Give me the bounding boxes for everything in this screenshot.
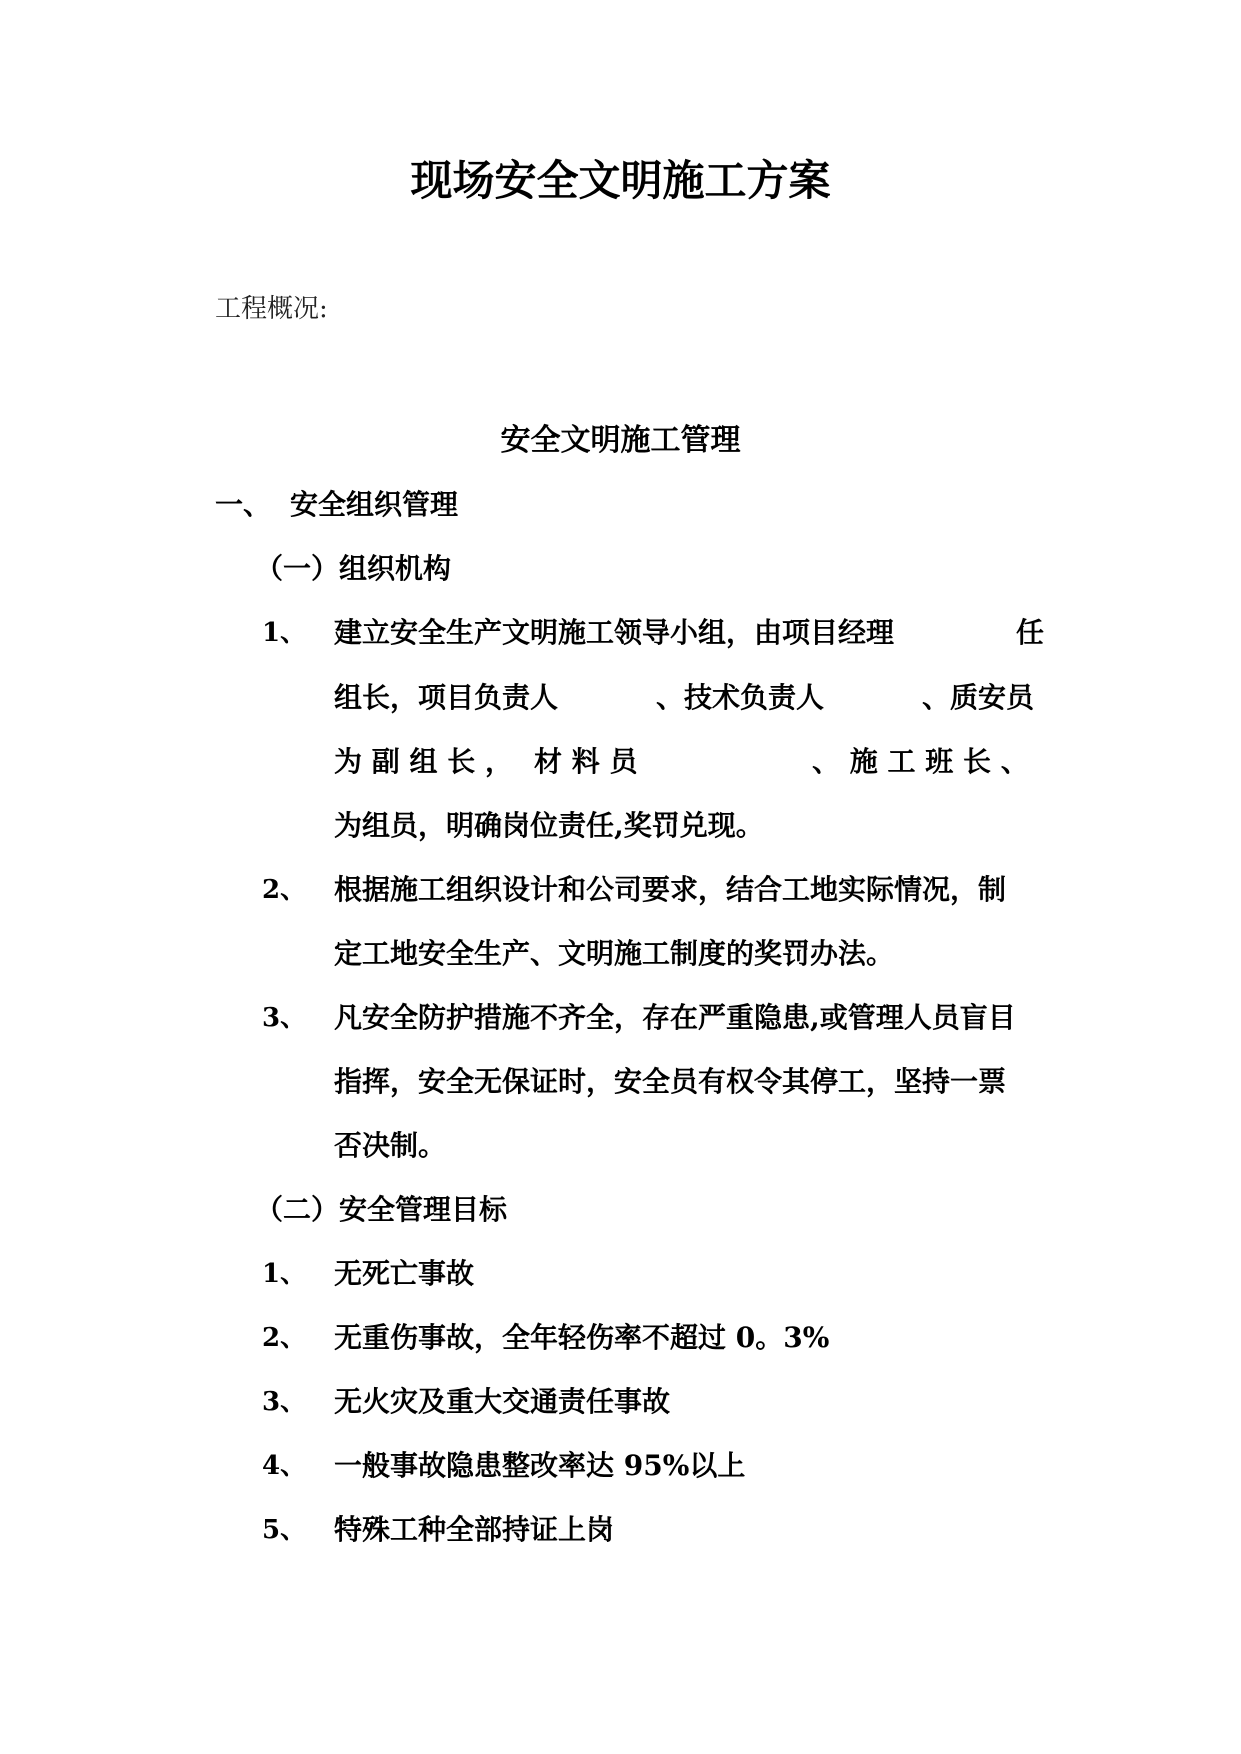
goal-number: 1、	[262, 1259, 307, 1289]
subsection-heading-safety-goals: （二）安全管理目标	[255, 1193, 508, 1226]
item-text-fragment: 为 副 组 长 ，	[334, 745, 513, 778]
goal-text: 特殊工种全部持证上岗	[334, 1513, 615, 1546]
item-text-fragment: 组长，项目负责人	[334, 681, 559, 714]
item-text-line: 否决制。	[334, 1129, 447, 1162]
goal-text: 无死亡事故	[334, 1257, 475, 1290]
item-text-line: 建立安全生产文明施工领导小组，由项目经理	[334, 616, 895, 649]
item-number: 3、	[262, 1003, 307, 1033]
item-text-fragment: 、质安员	[922, 681, 1035, 714]
goal-number: 3、	[262, 1387, 307, 1417]
item-text-fragment: 材 料 员	[534, 745, 638, 778]
item-number: 1、	[262, 618, 307, 648]
goal-text: 无重伤事故，全年轻伤率不超过 0。3%	[334, 1321, 830, 1354]
part-heading: 安全组织管理	[290, 488, 459, 521]
part-number: 一、	[215, 488, 272, 521]
goal-number: 4、	[262, 1451, 307, 1481]
item-text-line: 定工地安全生产、文明施工制度的奖罚办法。	[334, 937, 895, 970]
item-number: 2、	[262, 875, 307, 905]
item-text-line: 指挥，安全无保证时，安全员有权令其停工，坚持一票	[334, 1065, 1007, 1098]
document-title: 现场安全文明施工方案	[410, 156, 831, 205]
goal-number: 2、	[262, 1323, 307, 1353]
goal-text: 无火灾及重大交通责任事故	[334, 1385, 671, 1418]
section-title: 安全文明施工管理	[500, 423, 741, 458]
item-text-fragment: 任	[1016, 616, 1045, 649]
subsection-heading-organization: （一）组织机构	[255, 552, 452, 585]
item-text-fragment: 、技术负责人	[656, 681, 825, 714]
goal-number: 5、	[262, 1515, 307, 1545]
overview-label: 工程概况:	[215, 294, 328, 324]
item-text-line: 根据施工组织设计和公司要求，结合工地实际情况，制	[334, 873, 1007, 906]
item-text-line: 为组员，明确岗位责任,奖罚兑现。	[334, 809, 764, 842]
item-text-line: 凡安全防护措施不齐全，存在严重隐患,或管理人员盲目	[334, 1001, 1016, 1034]
goal-text: 一般事故隐患整改率达 95%以上	[334, 1449, 746, 1482]
item-text-fragment: 、 施 工 班 长 、	[812, 745, 1029, 778]
